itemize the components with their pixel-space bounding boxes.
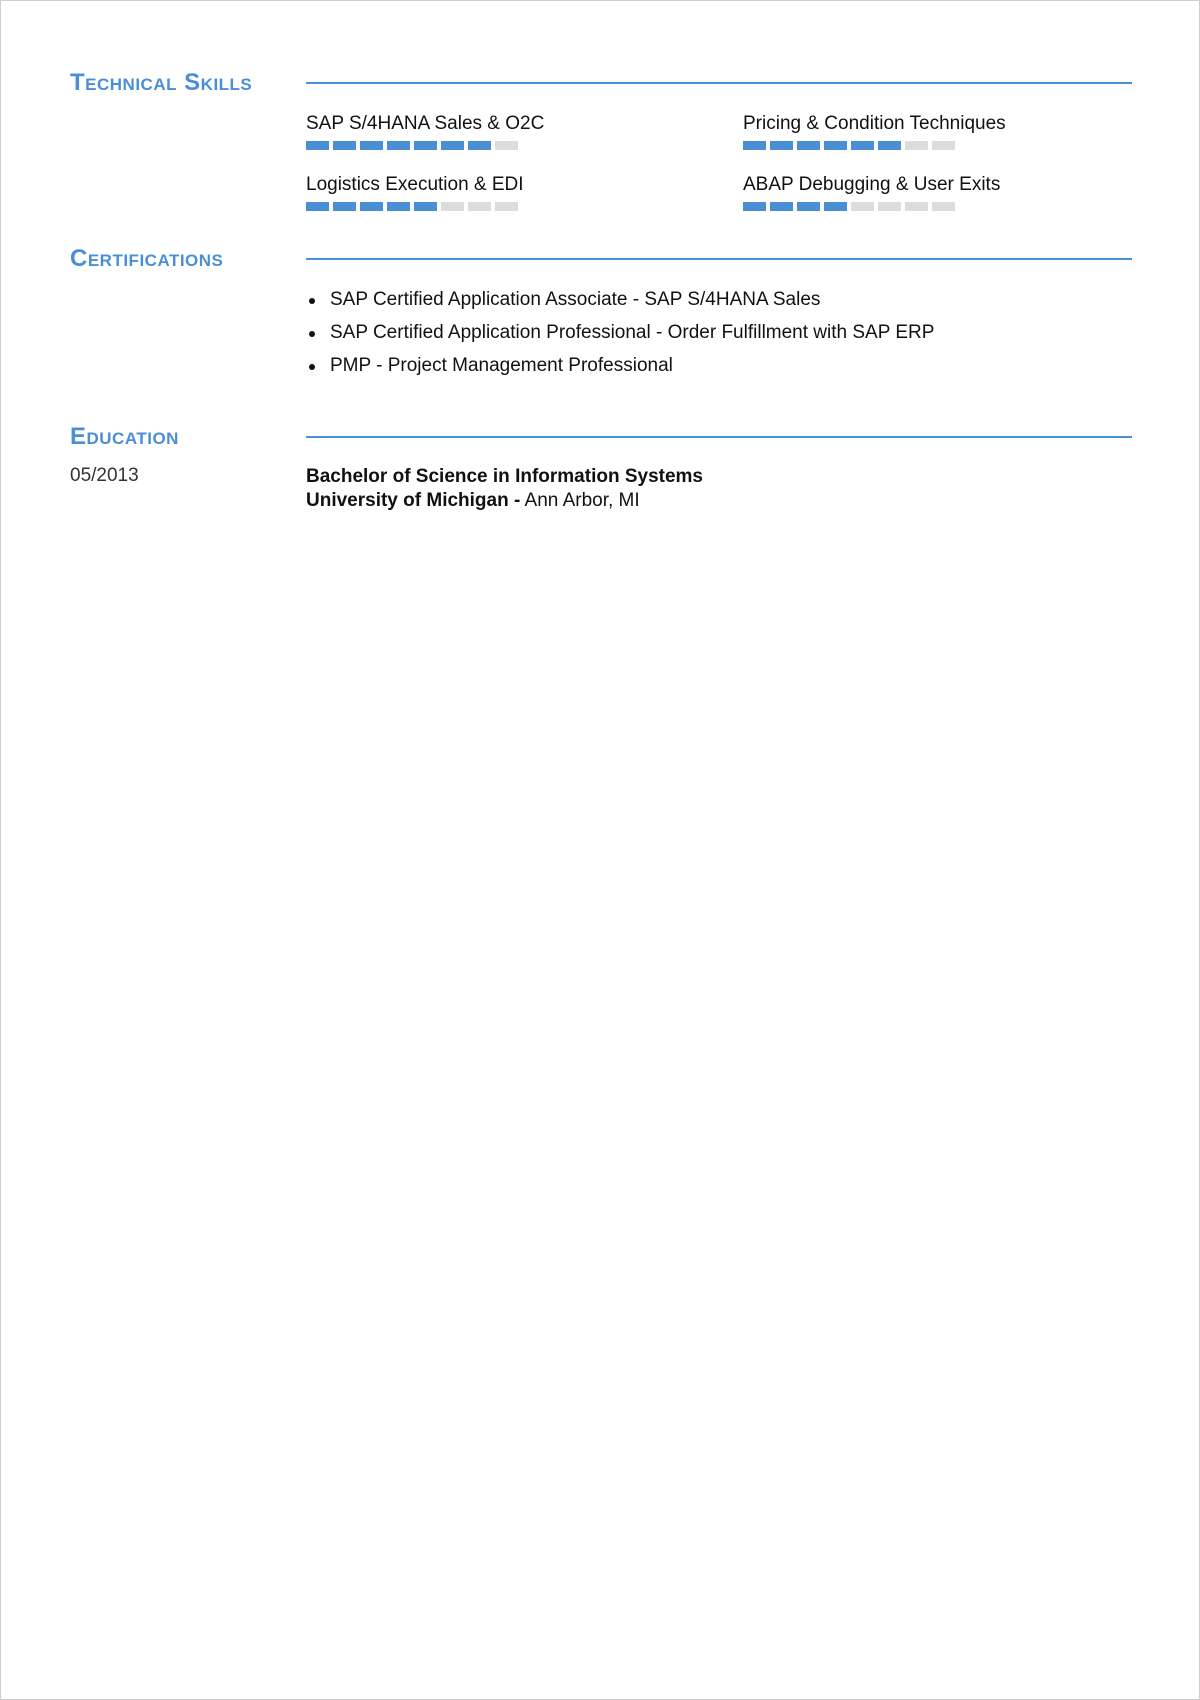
skill-level-bar — [306, 202, 706, 211]
skill-segment-filled — [878, 141, 901, 150]
skill-segment-empty — [441, 202, 464, 211]
skill-segment-filled — [306, 141, 329, 150]
skill-segment-filled — [824, 202, 847, 211]
skill-segment-filled — [333, 141, 356, 150]
list-item — [306, 322, 934, 344]
section-divider — [306, 258, 1132, 260]
school-name: University of Michigan - — [306, 490, 521, 511]
skill-segment-empty — [932, 202, 955, 211]
degree-title: Bachelor of Science in Information Systems — [306, 466, 703, 487]
skill-segment-filled — [414, 141, 437, 150]
skill-name: ABAP Debugging & User Exits — [743, 174, 1001, 195]
skill-segment-empty — [905, 141, 928, 150]
skill-segment-empty — [932, 141, 955, 150]
section-divider — [306, 436, 1132, 438]
skill-item — [306, 174, 706, 211]
list-item — [306, 289, 934, 311]
bullet-icon — [309, 364, 315, 370]
skill-segment-filled — [441, 141, 464, 150]
section-title-certifications: Certifications — [70, 245, 224, 272]
skill-level-bar — [743, 141, 1143, 150]
skill-segment-filled — [387, 141, 410, 150]
school-location: Ann Arbor, MI — [524, 490, 640, 511]
skill-name: Logistics Execution & EDI — [306, 174, 524, 195]
skill-segment-filled — [306, 202, 329, 211]
skill-segment-filled — [743, 141, 766, 150]
certifications-section — [70, 247, 1132, 387]
skill-segment-empty — [495, 141, 518, 150]
section-divider — [306, 82, 1132, 84]
list-item — [306, 355, 934, 377]
skill-item — [743, 174, 1143, 211]
skill-segment-filled — [468, 141, 491, 150]
certification-text: SAP Certified Application Professional - Order Fulfillment with SAP ERP — [330, 322, 935, 343]
education-section — [70, 425, 1132, 525]
skill-item — [743, 113, 1143, 150]
skill-segment-filled — [360, 202, 383, 211]
skill-segment-filled — [797, 141, 820, 150]
skill-segment-empty — [851, 202, 874, 211]
graduation-date: 05/2013 — [70, 465, 139, 486]
bullet-icon — [309, 331, 315, 337]
school-line — [306, 489, 703, 513]
skill-segment-filled — [387, 202, 410, 211]
education-entry — [306, 465, 703, 513]
certification-text: SAP Certified Application Associate - SAP S/4HANA Sales — [330, 289, 821, 310]
bullet-icon — [309, 298, 315, 304]
section-title-technical-skills: Technical Skills — [70, 69, 253, 96]
skill-segment-empty — [468, 202, 491, 211]
skill-level-bar — [743, 202, 1143, 211]
certification-text: PMP - Project Management Professional — [330, 355, 673, 376]
skill-segment-filled — [797, 202, 820, 211]
skill-segment-filled — [414, 202, 437, 211]
skill-segment-filled — [851, 141, 874, 150]
skill-segment-filled — [824, 141, 847, 150]
skill-item — [306, 113, 706, 150]
section-title-education: Education — [70, 423, 179, 450]
skill-segment-empty — [905, 202, 928, 211]
technical-skills-section — [70, 71, 1132, 211]
skill-segment-filled — [770, 141, 793, 150]
skill-segment-filled — [770, 202, 793, 211]
skill-segment-filled — [743, 202, 766, 211]
skill-segment-filled — [333, 202, 356, 211]
skill-name: Pricing & Condition Techniques — [743, 113, 1006, 134]
skill-level-bar — [306, 141, 706, 150]
skill-segment-filled — [360, 141, 383, 150]
skill-segment-empty — [878, 202, 901, 211]
skill-segment-empty — [495, 202, 518, 211]
skill-name: SAP S/4HANA Sales & O2C — [306, 113, 545, 134]
certifications-list — [306, 289, 934, 388]
